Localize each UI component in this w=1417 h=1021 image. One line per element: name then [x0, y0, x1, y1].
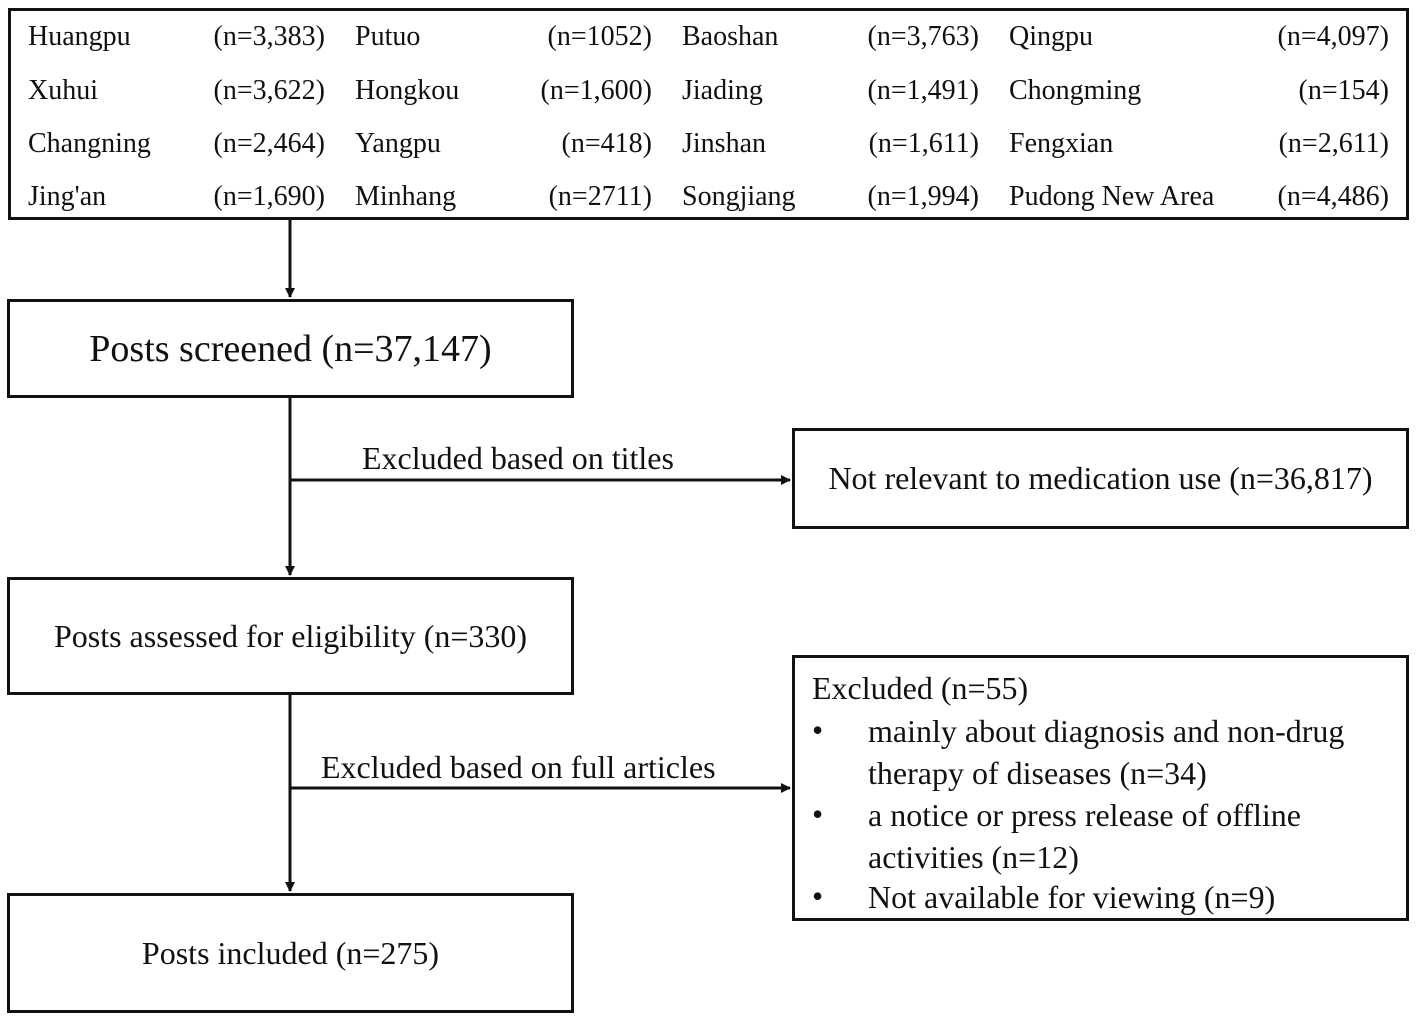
- district-name: Jinshan: [682, 128, 766, 159]
- district-count: (n=2711): [548, 181, 652, 212]
- exclusion-reason-item: a notice or press release of offline activities (n=12): [868, 797, 1301, 875]
- posts-included-text: Posts included (n=275): [141, 934, 440, 971]
- district-count: (n=3,383): [213, 21, 325, 52]
- district-count: (n=1,690): [213, 181, 325, 212]
- district-name: Fengxian: [1009, 128, 1114, 159]
- excluded-articles-label: Excluded based on full articles: [321, 749, 716, 785]
- district-name: Yangpu: [355, 128, 441, 159]
- district-name: Jiading: [682, 75, 763, 106]
- district-name: Huangpu: [28, 21, 131, 52]
- district-count: (n=3,622): [213, 75, 325, 106]
- exclusion-reason-item: Not available for viewing (n=9): [868, 879, 1276, 915]
- district-name: Putuo: [355, 21, 421, 52]
- not-relevant-text: Not relevant to medication use (n=36,817): [828, 460, 1373, 496]
- district-count: (n=2,464): [213, 128, 325, 159]
- district-name: Hongkou: [355, 75, 460, 106]
- district-name: Minhang: [355, 181, 457, 212]
- bullet-icon: •: [812, 712, 824, 748]
- district-name: Changning: [28, 128, 151, 159]
- district-name: Songjiang: [682, 181, 796, 212]
- district-count: (n=4,486): [1277, 181, 1389, 212]
- district-name: Baoshan: [682, 21, 779, 52]
- district-name: Qingpu: [1009, 21, 1093, 52]
- district-name: Jing'an: [28, 181, 107, 212]
- district-name: Xuhui: [28, 75, 98, 106]
- bullet-icon: •: [812, 878, 824, 914]
- district-name: Pudong New Area: [1009, 181, 1215, 212]
- district-count: (n=2,611): [1278, 128, 1389, 159]
- posts-assessed-text: Posts assessed for eligibility (n=330): [53, 617, 528, 654]
- district-count: (n=1,611): [868, 128, 979, 159]
- district-count: (n=1052): [547, 21, 652, 52]
- posts-screened-text: Posts screened (n=37,147): [89, 327, 492, 370]
- excluded-titles-label: Excluded based on titles: [362, 440, 674, 476]
- excluded-title: Excluded (n=55): [812, 670, 1029, 706]
- district-count: (n=3,763): [867, 21, 979, 52]
- district-count: (n=1,491): [867, 75, 979, 106]
- exclusion-reason-item: mainly about diagnosis and non-drug therapy of diseases (n=34): [868, 713, 1345, 791]
- district-count: (n=154): [1298, 75, 1389, 106]
- district-name: Chongming: [1009, 75, 1142, 106]
- district-count: (n=4,097): [1277, 21, 1389, 52]
- bullet-icon: •: [812, 796, 824, 832]
- district-count: (n=418): [561, 128, 652, 159]
- district-count: (n=1,994): [867, 181, 979, 212]
- district-count: (n=1,600): [540, 75, 652, 106]
